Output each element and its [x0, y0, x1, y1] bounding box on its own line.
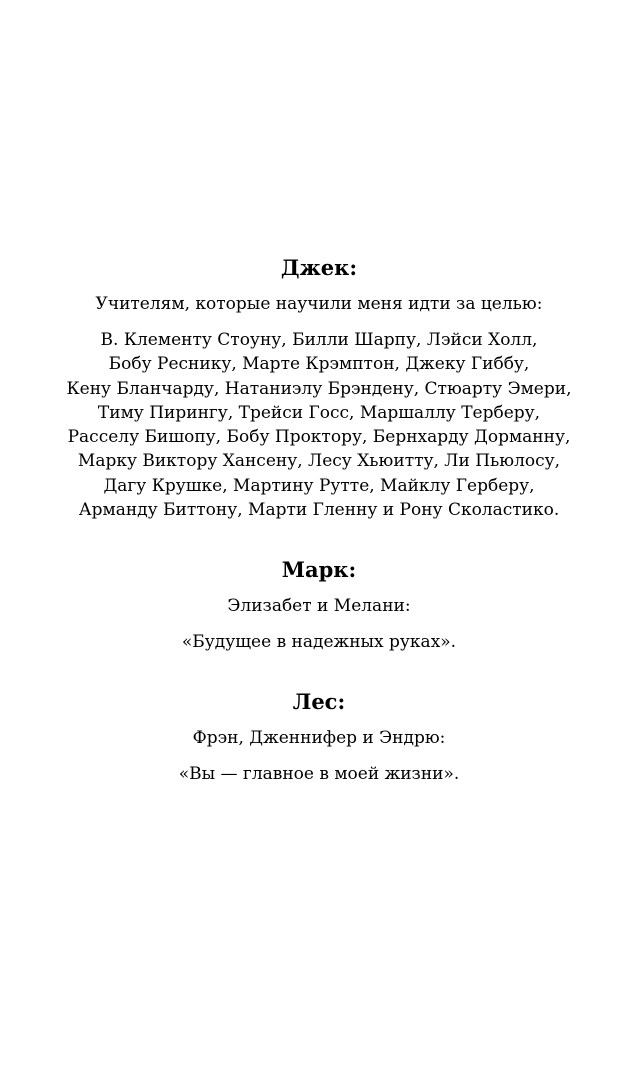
names-line: Марку Виктору Хансену, Лесу Хьюитту, Ли Пьюлосу, — [77, 451, 561, 472]
names-line: В. Клементу Стоуну, Билли Шарпу, Лэйси Холл, — [100, 330, 538, 350]
section-title-mark: Марк: — [281, 557, 357, 583]
names-line: Дагу Крушке, Мартину Рутте, Майклу Герберу, — [103, 475, 535, 496]
dedication-content — [0, 254, 638, 820]
section-title-les: Лес: — [292, 689, 346, 715]
names-line: Кену Бланчарду, Натаниэлу Брэндену, Стюарту Эмери, — [66, 378, 572, 399]
teacher-names — [0, 328, 638, 522]
section-mark — [0, 556, 638, 654]
section-intro-les: Фрэн, Дженнифер и Эндрю: — [192, 728, 446, 749]
section-intro-mark: Элизабет и Мелани: — [227, 596, 411, 617]
section-quote-les: «Вы — главное в моей жизни». — [178, 764, 460, 785]
section-jack — [0, 254, 638, 522]
section-quote-mark: «Будущее в надежных руках». — [181, 632, 457, 653]
section-les — [0, 688, 638, 786]
names-line: Тиму Пирингу, Трейси Госс, Маршаллу Терберу, — [97, 402, 541, 423]
names-line: Бобу Реснику, Марте Крэмптон, Джеку Гиббу, — [108, 354, 530, 375]
section-intro-jack: Учителям, которые научили меня идти за целью: — [95, 294, 543, 314]
names-line: Расселу Бишопу, Бобу Проктору, Бернхарду Дорманну, — [67, 427, 571, 448]
section-title-jack: Джек: — [280, 255, 358, 280]
names-line: Арманду Биттону, Марти Гленну и Рону Сколастико. — [78, 500, 560, 521]
